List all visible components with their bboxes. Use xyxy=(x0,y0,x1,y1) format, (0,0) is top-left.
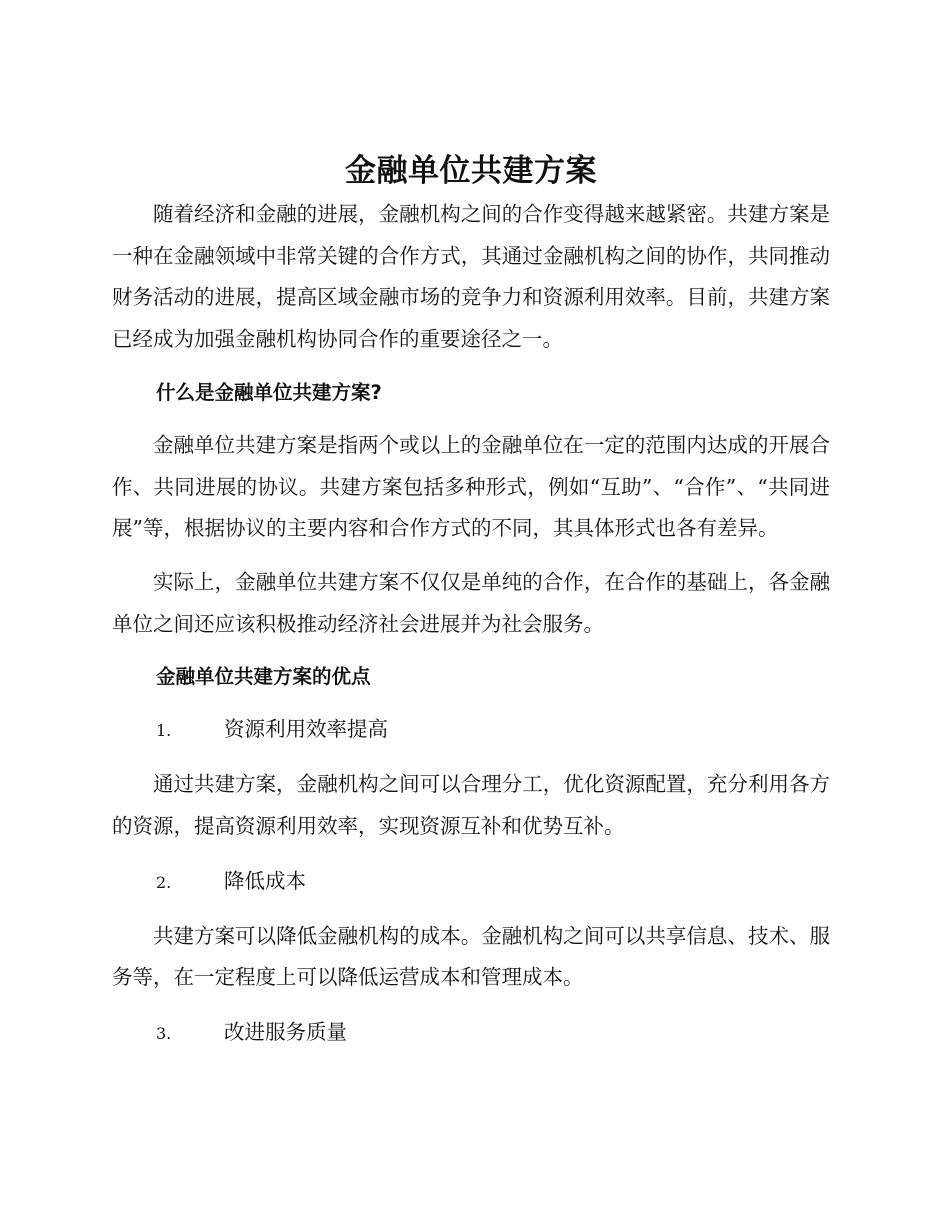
list-item-title: 改进服务质量 xyxy=(224,1020,347,1045)
section-heading-advantages: 金融单位共建方案的优点 xyxy=(156,665,371,689)
document-content xyxy=(112,148,830,1054)
list-item-2 xyxy=(112,861,830,903)
list-number: 3. xyxy=(156,1024,172,1044)
definition-paragraph: 金融单位共建方案是指两个或以上的金融单位在一定的范围内达成的开展合作、共同进展的协议。共建方案包括多种形式，例如“互助”、“合作”、“共同进展”等，根据协议的主要内容和合作方式的不同，其具体形式也各有差异。 xyxy=(112,432,830,541)
list-item-3 xyxy=(112,1012,830,1054)
list-item-1-paragraph: 通过共建方案，金融机构之间可以合理分工，优化资源配置，充分利用各方的资源，提高资源利用效率，实现资源互补和优势互补。 xyxy=(112,772,830,839)
section-heading-what-is: 什么是金融单位共建方案? xyxy=(156,380,382,404)
list-item-2-paragraph: 共建方案可以降低金融机构的成本。金融机构之间可以共享信息、技术、服务等，在一定程度上可以降低运营成本和管理成本。 xyxy=(112,923,830,990)
intro-paragraph: 随着经济和金融的进展，金融机构之间的合作变得越来越紧密。共建方案是一种在金融领域中非常关键的合作方式，其通过金融机构之间的协作，共同推动财务活动的进展，提高区域金融市场的竞争力和资源利用效率。目前，共建方案已经成为加强金融机构协同合作的重要途径之一。 xyxy=(112,202,830,352)
list-item-title: 降低成本 xyxy=(224,868,306,893)
list-item-1 xyxy=(112,709,830,751)
list-number: 1. xyxy=(156,721,172,741)
document-title: 金融单位共建方案 xyxy=(345,153,597,189)
practice-paragraph: 实际上，金融单位共建方案不仅仅是单纯的合作，在合作的基础上，各金融单位之间还应该积极推动经济社会进展并为社会服务。 xyxy=(112,569,830,636)
list-item-title: 资源利用效率提高 xyxy=(224,717,388,742)
list-number: 2. xyxy=(156,872,172,892)
